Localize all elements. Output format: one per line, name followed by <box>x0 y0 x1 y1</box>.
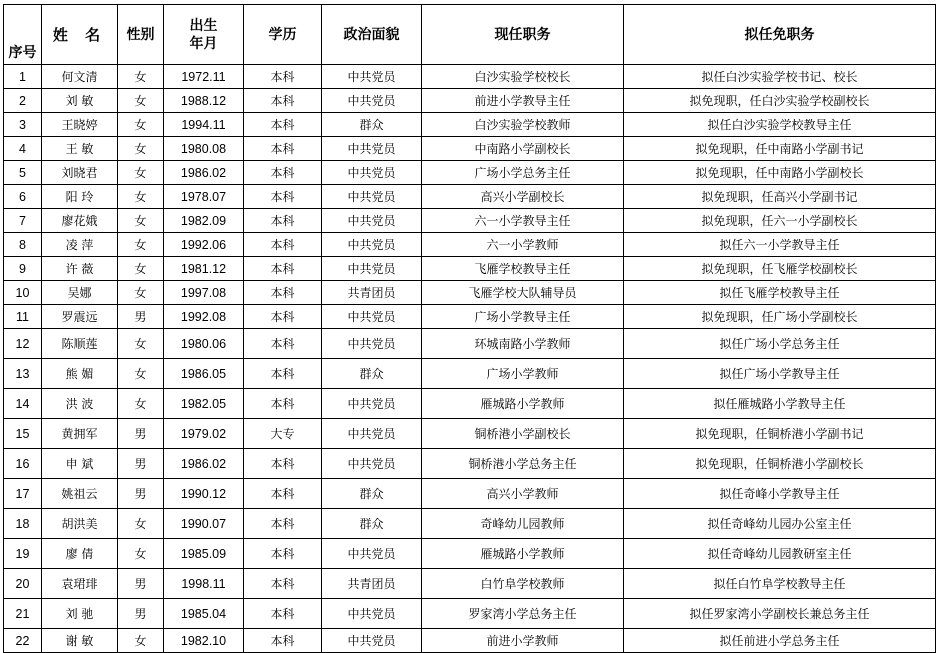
cell-proposed-position: 拟任罗家湾小学副校长兼总务主任 <box>624 599 936 629</box>
cell-proposed-position: 拟免现职，任六一小学副校长 <box>624 209 936 233</box>
cell-birth: 1972.11 <box>164 65 244 89</box>
cell-current-position: 高兴小学教师 <box>422 479 624 509</box>
header-proposed-position: 拟任免职务 <box>624 5 936 65</box>
cell-name: 阳 玲 <box>42 185 118 209</box>
cell-sex: 女 <box>118 113 164 137</box>
cell-proposed-position: 拟免现职，任铜桥港小学副书记 <box>624 419 936 449</box>
cell-name: 胡洪美 <box>42 509 118 539</box>
cell-education: 本科 <box>244 389 322 419</box>
cell-name: 黄拥军 <box>42 419 118 449</box>
cell-name: 凌 萍 <box>42 233 118 257</box>
table-row <box>4 305 936 329</box>
cell-name: 熊 媚 <box>42 359 118 389</box>
cell-sex: 女 <box>118 329 164 359</box>
cell-proposed-position: 拟任奇峰小学教导主任 <box>624 479 936 509</box>
cell-name: 廖花娥 <box>42 209 118 233</box>
header-current-position: 现任职务 <box>422 5 624 65</box>
cell-sex: 男 <box>118 599 164 629</box>
cell-birth: 1981.12 <box>164 257 244 281</box>
cell-current-position: 奇峰幼儿园教师 <box>422 509 624 539</box>
cell-seq: 5 <box>4 161 42 185</box>
table-row <box>4 185 936 209</box>
cell-political: 中共党员 <box>322 449 422 479</box>
table-row <box>4 329 936 359</box>
cell-name: 王 敏 <box>42 137 118 161</box>
cell-education: 本科 <box>244 209 322 233</box>
cell-political: 群众 <box>322 359 422 389</box>
cell-proposed-position: 拟任广场小学总务主任 <box>624 329 936 359</box>
cell-education: 本科 <box>244 233 322 257</box>
cell-name: 罗震远 <box>42 305 118 329</box>
header-birth-line2: 年月 <box>189 35 218 52</box>
cell-birth: 1985.04 <box>164 599 244 629</box>
cell-education: 本科 <box>244 305 322 329</box>
cell-name: 陈顺莲 <box>42 329 118 359</box>
cell-proposed-position: 拟免现职，任飞雁学校副校长 <box>624 257 936 281</box>
table-row <box>4 629 936 653</box>
cell-seq: 21 <box>4 599 42 629</box>
cell-current-position: 高兴小学副校长 <box>422 185 624 209</box>
cell-seq: 13 <box>4 359 42 389</box>
cell-political: 中共党员 <box>322 305 422 329</box>
cell-seq: 3 <box>4 113 42 137</box>
table-row <box>4 209 936 233</box>
cell-birth: 1986.05 <box>164 359 244 389</box>
cell-birth: 1980.06 <box>164 329 244 359</box>
cell-seq: 4 <box>4 137 42 161</box>
cell-proposed-position: 拟任前进小学总务主任 <box>624 629 936 653</box>
cell-education: 本科 <box>244 599 322 629</box>
cell-proposed-position: 拟任白竹阜学校教导主任 <box>624 569 936 599</box>
header-name: 姓 名 <box>42 5 118 65</box>
cell-current-position: 罗家湾小学总务主任 <box>422 599 624 629</box>
cell-proposed-position: 拟免现职，任广场小学副校长 <box>624 305 936 329</box>
cell-current-position: 前进小学教导主任 <box>422 89 624 113</box>
cell-political: 中共党员 <box>322 257 422 281</box>
table-row <box>4 449 936 479</box>
cell-proposed-position: 拟免现职，任中南路小学副书记 <box>624 137 936 161</box>
cell-birth: 1992.08 <box>164 305 244 329</box>
cell-current-position: 白沙实验学校教师 <box>422 113 624 137</box>
table-row <box>4 389 936 419</box>
cell-political: 共青团员 <box>322 281 422 305</box>
table-row <box>4 113 936 137</box>
cell-sex: 女 <box>118 233 164 257</box>
cell-proposed-position: 拟任白沙实验学校书记、校长 <box>624 65 936 89</box>
cell-birth: 1994.11 <box>164 113 244 137</box>
cell-birth: 1982.10 <box>164 629 244 653</box>
cell-education: 本科 <box>244 479 322 509</box>
cell-current-position: 雁城路小学教师 <box>422 539 624 569</box>
table-row <box>4 137 936 161</box>
cell-seq: 14 <box>4 389 42 419</box>
header-education: 学历 <box>244 5 322 65</box>
cell-current-position: 飞雁学校大队辅导员 <box>422 281 624 305</box>
cell-political: 中共党员 <box>322 539 422 569</box>
cell-seq: 7 <box>4 209 42 233</box>
cell-education: 本科 <box>244 89 322 113</box>
cell-name: 刘 敏 <box>42 89 118 113</box>
cell-political: 中共党员 <box>322 89 422 113</box>
cell-sex: 女 <box>118 359 164 389</box>
cell-name: 何文清 <box>42 65 118 89</box>
cell-proposed-position: 拟任奇峰幼儿园办公室主任 <box>624 509 936 539</box>
table-row <box>4 479 936 509</box>
cell-name: 袁珺琲 <box>42 569 118 599</box>
cell-sex: 女 <box>118 389 164 419</box>
cell-political: 中共党员 <box>322 389 422 419</box>
cell-political: 中共党员 <box>322 329 422 359</box>
cell-seq: 9 <box>4 257 42 281</box>
cell-sex: 女 <box>118 257 164 281</box>
cell-birth: 1980.08 <box>164 137 244 161</box>
cell-current-position: 飞雁学校教导主任 <box>422 257 624 281</box>
table-row <box>4 359 936 389</box>
cell-education: 本科 <box>244 629 322 653</box>
table-row <box>4 539 936 569</box>
cell-political: 中共党员 <box>322 599 422 629</box>
cell-proposed-position: 拟任奇峰幼儿园教研室主任 <box>624 539 936 569</box>
cell-education: 本科 <box>244 65 322 89</box>
cell-seq: 20 <box>4 569 42 599</box>
cell-seq: 1 <box>4 65 42 89</box>
cell-seq: 18 <box>4 509 42 539</box>
cell-political: 群众 <box>322 479 422 509</box>
cell-seq: 15 <box>4 419 42 449</box>
header-seq: 序号 <box>4 5 42 65</box>
cell-current-position: 铜桥港小学总务主任 <box>422 449 624 479</box>
cell-name: 申 斌 <box>42 449 118 479</box>
cell-current-position: 广场小学总务主任 <box>422 161 624 185</box>
table-header <box>4 5 936 65</box>
cell-current-position: 铜桥港小学副校长 <box>422 419 624 449</box>
table-row <box>4 65 936 89</box>
cell-sex: 女 <box>118 89 164 113</box>
cell-sex: 女 <box>118 209 164 233</box>
table-row <box>4 509 936 539</box>
cell-education: 本科 <box>244 449 322 479</box>
cell-seq: 2 <box>4 89 42 113</box>
cell-seq: 6 <box>4 185 42 209</box>
cell-seq: 10 <box>4 281 42 305</box>
table-row <box>4 599 936 629</box>
cell-name: 王晓婷 <box>42 113 118 137</box>
cell-sex: 男 <box>118 305 164 329</box>
cell-education: 本科 <box>244 539 322 569</box>
cell-seq: 12 <box>4 329 42 359</box>
cell-name: 许 薇 <box>42 257 118 281</box>
header-row <box>4 5 936 65</box>
cell-education: 本科 <box>244 359 322 389</box>
cell-birth: 1979.02 <box>164 419 244 449</box>
cell-proposed-position: 拟任白沙实验学校教导主任 <box>624 113 936 137</box>
cell-birth: 1985.09 <box>164 539 244 569</box>
cell-birth: 1990.12 <box>164 479 244 509</box>
cell-current-position: 前进小学教师 <box>422 629 624 653</box>
cell-political: 中共党员 <box>322 629 422 653</box>
cell-political: 中共党员 <box>322 137 422 161</box>
cell-sex: 男 <box>118 419 164 449</box>
cell-current-position: 中南路小学副校长 <box>422 137 624 161</box>
cell-education: 本科 <box>244 569 322 599</box>
cell-proposed-position: 拟免现职，任白沙实验学校副校长 <box>624 89 936 113</box>
cell-birth: 1992.06 <box>164 233 244 257</box>
cell-political: 群众 <box>322 113 422 137</box>
cell-seq: 8 <box>4 233 42 257</box>
cell-birth: 1986.02 <box>164 449 244 479</box>
cell-name: 廖 倩 <box>42 539 118 569</box>
cell-political: 中共党员 <box>322 65 422 89</box>
cell-education: 本科 <box>244 281 322 305</box>
cell-seq: 16 <box>4 449 42 479</box>
header-sex: 性别 <box>118 5 164 65</box>
cell-sex: 女 <box>118 539 164 569</box>
header-birth-line1: 出生 <box>189 17 218 34</box>
cell-name: 洪 波 <box>42 389 118 419</box>
cell-political: 中共党员 <box>322 419 422 449</box>
cell-sex: 男 <box>118 479 164 509</box>
cell-sex: 女 <box>118 509 164 539</box>
cell-current-position: 雁城路小学教师 <box>422 389 624 419</box>
cell-education: 本科 <box>244 161 322 185</box>
cell-education: 本科 <box>244 137 322 161</box>
cell-current-position: 六一小学教导主任 <box>422 209 624 233</box>
appointment-table <box>3 4 936 653</box>
cell-seq: 19 <box>4 539 42 569</box>
cell-political: 中共党员 <box>322 161 422 185</box>
cell-birth: 1990.07 <box>164 509 244 539</box>
cell-sex: 男 <box>118 449 164 479</box>
cell-sex: 女 <box>118 137 164 161</box>
cell-current-position: 白竹阜学校教师 <box>422 569 624 599</box>
cell-political: 中共党员 <box>322 209 422 233</box>
cell-proposed-position: 拟免现职，任铜桥港小学副校长 <box>624 449 936 479</box>
cell-education: 本科 <box>244 509 322 539</box>
cell-education: 大专 <box>244 419 322 449</box>
header-political: 政治面貌 <box>322 5 422 65</box>
cell-political: 中共党员 <box>322 233 422 257</box>
cell-current-position: 广场小学教导主任 <box>422 305 624 329</box>
cell-sex: 女 <box>118 281 164 305</box>
cell-political: 群众 <box>322 509 422 539</box>
cell-sex: 女 <box>118 65 164 89</box>
table-row <box>4 569 936 599</box>
cell-name: 刘 驰 <box>42 599 118 629</box>
header-birth <box>164 5 244 65</box>
cell-seq: 22 <box>4 629 42 653</box>
cell-proposed-position: 拟任广场小学教导主任 <box>624 359 936 389</box>
cell-proposed-position: 拟免现职，任高兴小学副书记 <box>624 185 936 209</box>
cell-education: 本科 <box>244 257 322 281</box>
cell-proposed-position: 拟任雁城路小学教导主任 <box>624 389 936 419</box>
cell-birth: 1982.09 <box>164 209 244 233</box>
cell-name: 姚祖云 <box>42 479 118 509</box>
cell-sex: 女 <box>118 629 164 653</box>
table-row <box>4 89 936 113</box>
cell-proposed-position: 拟任飞雁学校教导主任 <box>624 281 936 305</box>
cell-seq: 11 <box>4 305 42 329</box>
cell-birth: 1998.11 <box>164 569 244 599</box>
table-row <box>4 419 936 449</box>
cell-education: 本科 <box>244 185 322 209</box>
cell-current-position: 六一小学教师 <box>422 233 624 257</box>
cell-seq: 17 <box>4 479 42 509</box>
cell-birth: 1997.08 <box>164 281 244 305</box>
cell-proposed-position: 拟免现职，任中南路小学副校长 <box>624 161 936 185</box>
cell-current-position: 环城南路小学教师 <box>422 329 624 359</box>
table-row <box>4 257 936 281</box>
cell-sex: 女 <box>118 161 164 185</box>
cell-birth: 1988.12 <box>164 89 244 113</box>
cell-current-position: 广场小学教师 <box>422 359 624 389</box>
cell-proposed-position: 拟任六一小学教导主任 <box>624 233 936 257</box>
cell-political: 共青团员 <box>322 569 422 599</box>
cell-sex: 男 <box>118 569 164 599</box>
cell-current-position: 白沙实验学校校长 <box>422 65 624 89</box>
table-body <box>4 65 936 653</box>
table-row <box>4 281 936 305</box>
cell-name: 吴娜 <box>42 281 118 305</box>
cell-birth: 1978.07 <box>164 185 244 209</box>
cell-education: 本科 <box>244 329 322 359</box>
cell-birth: 1986.02 <box>164 161 244 185</box>
table-row <box>4 161 936 185</box>
table-row <box>4 233 936 257</box>
cell-name: 谢 敏 <box>42 629 118 653</box>
cell-birth: 1982.05 <box>164 389 244 419</box>
cell-name: 刘晓君 <box>42 161 118 185</box>
cell-political: 中共党员 <box>322 185 422 209</box>
cell-education: 本科 <box>244 113 322 137</box>
cell-sex: 女 <box>118 185 164 209</box>
